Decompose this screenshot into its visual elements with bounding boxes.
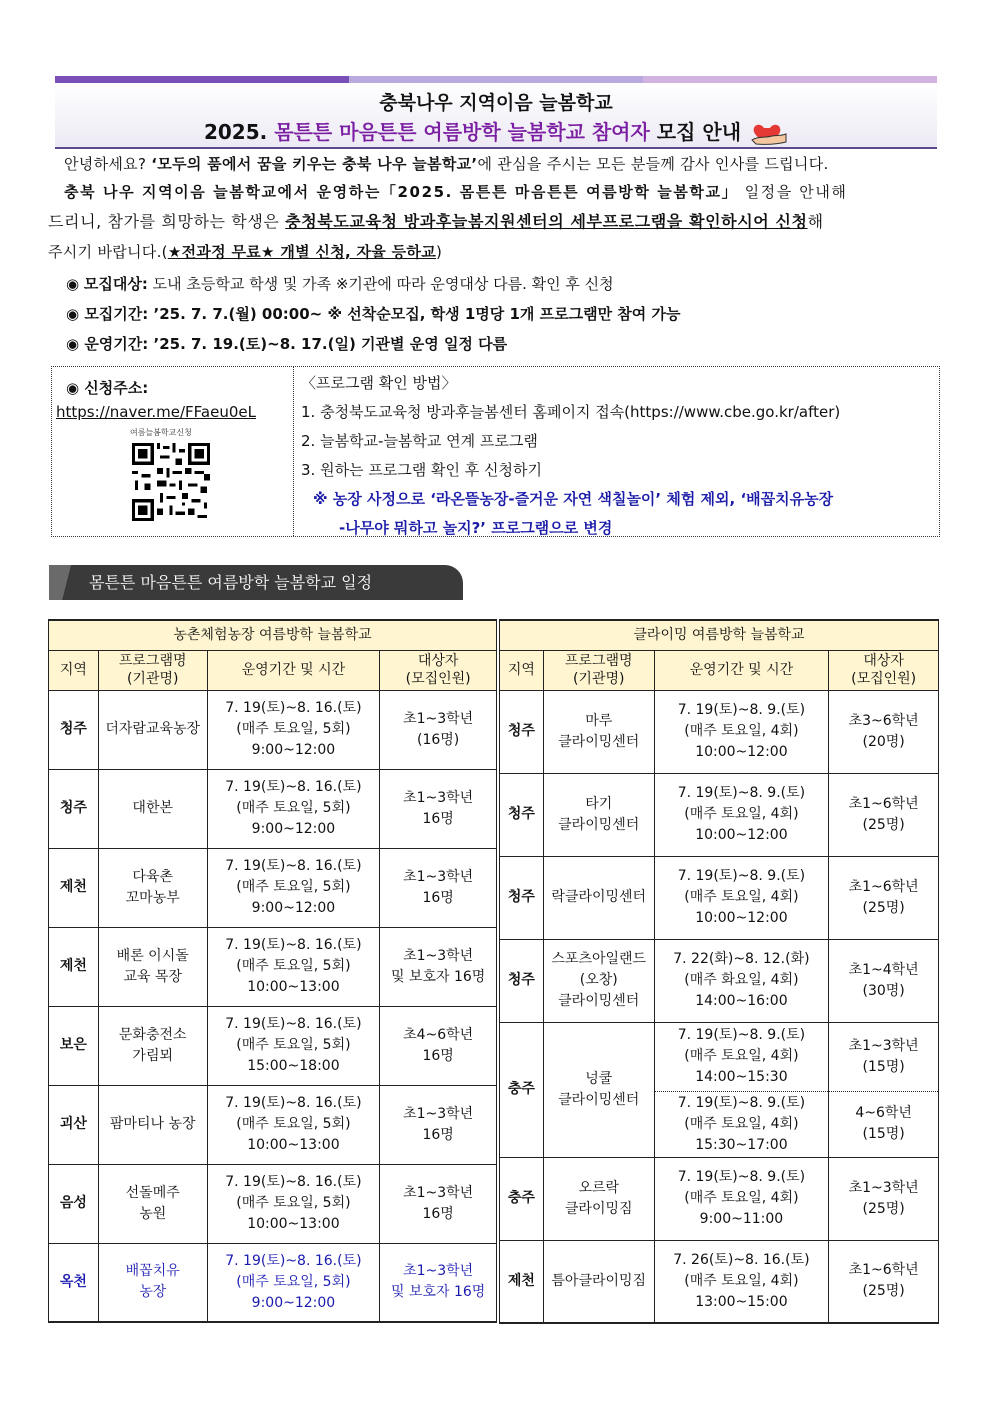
table-row xyxy=(500,1157,939,1240)
intro-free-notice: ★전과정 무료★ 개별 신청, 자율 등하교 xyxy=(167,243,436,261)
cell-target: 초1~3학년 (16명) xyxy=(380,690,497,769)
col-program: 프로그램명 (기관명) xyxy=(98,650,207,690)
cell-target: 초4~6학년 16명 xyxy=(380,1006,497,1085)
cell-name: 다육촌 꼬마농부 xyxy=(98,848,207,927)
farm-schedule-table xyxy=(48,619,497,1323)
program-step: 2. 늘봄학교-늘봄학교 연계 프로그램 xyxy=(301,432,538,450)
table-row xyxy=(49,927,497,1006)
cell-period: 7. 19(토)~8. 16.(토) (매주 토요일, 5회) 10:00~13:00 xyxy=(207,927,380,1006)
bullet-operation: ◉ 운영기간: ’25. 7. 19.(토)~8. 17.(일) 기관별 운영 일정 다름 xyxy=(66,335,508,353)
title-stripes xyxy=(55,76,937,83)
cell-target: 초3~6학년 (20명) xyxy=(829,690,939,773)
cell-name: 더자람교육농장 xyxy=(98,690,207,769)
cell-name: 선돌메주 농원 xyxy=(98,1164,207,1243)
table-row xyxy=(500,856,939,939)
intro-line-4 xyxy=(48,238,948,266)
intro-text: 주시기 바랍니다.( xyxy=(48,243,168,261)
apply-label: ◉ 신청주소: xyxy=(66,379,149,397)
cell-period: 7. 19(토)~8. 9.(토) (매주 토요일, 4회) 10:00~12:00 xyxy=(654,856,829,939)
cell-target: 초1~6학년 (25명) xyxy=(829,856,939,939)
cell-name: 배꼽치유 농장 xyxy=(98,1243,207,1322)
cell-region: 청주 xyxy=(49,769,99,848)
program-check-panel xyxy=(301,369,840,543)
col-period: 운영기간 및 시간 xyxy=(207,650,380,690)
cell-period: 7. 19(토)~8. 16.(토) (매주 토요일, 5회) 9:00~12:00 xyxy=(207,1243,380,1322)
intro-line-2 xyxy=(48,178,948,206)
cell-region: 청주 xyxy=(500,690,544,773)
table-row xyxy=(500,939,939,1022)
intro-text: 일정을 안내해 xyxy=(738,183,848,201)
cell-name: 마루 클라이밍센터 xyxy=(543,690,654,773)
stripe xyxy=(349,76,643,83)
table-row xyxy=(49,769,497,848)
title-banner xyxy=(55,76,937,149)
col-program: 프로그램명 (기관명) xyxy=(543,650,654,690)
cell-period: 7. 19(토)~8. 9.(토) (매주 토요일, 4회) 14:00~15:30 xyxy=(654,1022,829,1091)
cell-period: 7. 19(토)~8. 16.(토) (매주 토요일, 5회) 9:00~12:00 xyxy=(207,848,380,927)
cell-target: 4~6학년 (15명) xyxy=(829,1091,939,1157)
stripe xyxy=(643,76,937,83)
cell-period: 7. 19(토)~8. 9.(토) (매주 토요일, 4회) 10:00~12:00 xyxy=(654,690,829,773)
cell-region: 청주 xyxy=(49,690,99,769)
title-suffix: 모집 안내 xyxy=(656,120,742,144)
cell-region: 충주 xyxy=(500,1022,544,1157)
col-target: 대상자 (모집인원) xyxy=(380,650,497,690)
cell-target: 초1~6학년 (25명) xyxy=(829,1240,939,1323)
cell-name: 스포츠아일랜드 (오창) 클라이밍센터 xyxy=(543,939,654,1022)
table-row xyxy=(49,848,497,927)
cell-target: 초1~3학년 16명 xyxy=(380,769,497,848)
intro-text: 드리니, 참가를 희망하는 학생은 xyxy=(48,212,286,231)
intro-instruction: 충청북도교육청 방과후늘봄지원센터의 세부프로그램을 확인하시어 신청 xyxy=(285,212,808,231)
qr-caption: 여름늘봄학교신청 xyxy=(130,428,192,437)
box-divider xyxy=(293,367,294,536)
cell-target: 초1~3학년 16명 xyxy=(380,1164,497,1243)
bullet-label: 모집기간: xyxy=(84,305,149,323)
cell-period: 7. 26(토)~8. 16.(토) (매주 토요일, 4회) 13:00~15:00 xyxy=(654,1240,829,1323)
cell-target: 초1~3학년 (15명) xyxy=(829,1022,939,1091)
table-row xyxy=(49,1006,497,1085)
intro-program-name: 「2025. 몸튼튼 마음튼튼 여름방학 늘봄학교」 xyxy=(380,183,739,201)
table-row xyxy=(500,1240,939,1323)
bullet-text: 도내 초등학교 학생 및 가족 ※기관에 따라 운영대상 다름. 확인 후 신청 xyxy=(147,275,614,293)
table-row xyxy=(500,773,939,856)
cell-target: 초1~3학년 (25명) xyxy=(829,1157,939,1240)
title-highlight: 몸튼튼 마음튼튼 여름방학 늘봄학교 참여자 xyxy=(274,120,650,144)
cell-name: 배론 이시돌 교육 목장 xyxy=(98,927,207,1006)
cell-name: 문화충전소 가림뫼 xyxy=(98,1006,207,1085)
table-row xyxy=(500,1022,939,1091)
cell-name: 락클라이밍센터 xyxy=(543,856,654,939)
cell-name: 팜마티나 농장 xyxy=(98,1085,207,1164)
bullet-label: 모집대상: xyxy=(83,275,148,293)
cell-target: 초1~3학년 16명 xyxy=(380,1085,497,1164)
apply-url-link[interactable]: https://naver.me/FFaeu0eL xyxy=(56,403,256,421)
col-region: 지역 xyxy=(49,650,99,690)
heart-hand-icon xyxy=(748,122,788,146)
program-step: 1. 충청북도교육청 방과후늘봄센터 홈페이지 접속(https://www.cbe.go.kr/after) xyxy=(301,403,841,421)
cell-region: 옥천 xyxy=(49,1243,99,1322)
apply-info-box xyxy=(51,366,940,537)
bullet-text: ’25. 7. 7.(월) 00:00~ ※ 선착순모집, 학생 1명당 1개 프로그램만 참여 가능 xyxy=(148,305,681,323)
qr-code-icon[interactable] xyxy=(132,443,210,521)
cell-period: 7. 19(토)~8. 16.(토) (매주 토요일, 5회) 9:00~12:00 xyxy=(207,690,380,769)
stripe xyxy=(55,76,349,83)
intro-line-3 xyxy=(48,208,948,236)
col-period: 운영기간 및 시간 xyxy=(654,650,829,690)
intro-text: 에 관심을 주시는 모든 분들께 감사 인사를 드립니다. xyxy=(477,155,829,173)
title-line-2 xyxy=(55,116,937,146)
cell-period: 7. 19(토)~8. 16.(토) (매주 토요일, 5회) 10:00~13:00 xyxy=(207,1164,380,1243)
section-title: 몸튼튼 마음튼튼 여름방학 늘봄학교 일정 xyxy=(49,565,463,600)
cell-region: 괴산 xyxy=(49,1085,99,1164)
climbing-table-title: 클라이밍 여름방학 늘봄학교 xyxy=(500,620,939,650)
cell-region: 음성 xyxy=(49,1164,99,1243)
cell-region: 충주 xyxy=(500,1157,544,1240)
cell-period: 7. 19(토)~8. 9.(토) (매주 토요일, 4회) 9:00~11:00 xyxy=(654,1157,829,1240)
title-line-1: 충북나우 지역이음 늘봄학교 xyxy=(379,92,613,114)
cell-name: 넝쿨 클라이밍센터 xyxy=(543,1022,654,1157)
cell-name: 대한본 xyxy=(98,769,207,848)
intro-text: 해 xyxy=(807,212,824,231)
cell-period: 7. 19(토)~8. 16.(토) (매주 토요일, 5회) 9:00~12:00 xyxy=(207,769,380,848)
cell-region: 제천 xyxy=(49,848,99,927)
cell-region: 청주 xyxy=(500,939,544,1022)
bullet-label: 운영기간: xyxy=(84,335,149,353)
col-target: 대상자 (모집인원) xyxy=(829,650,939,690)
cell-region: 제천 xyxy=(500,1240,544,1323)
cell-target: 초1~3학년 16명 xyxy=(380,848,497,927)
cell-name: 타기 클라이밍센터 xyxy=(543,773,654,856)
table-row xyxy=(49,1164,497,1243)
cell-period: 7. 19(토)~8. 16.(토) (매주 토요일, 5회) 15:00~18:00 xyxy=(207,1006,380,1085)
bullet-text: ’25. 7. 19.(토)~8. 17.(일) 기관별 운영 일정 다름 xyxy=(148,335,508,353)
cell-region: 제천 xyxy=(49,927,99,1006)
program-check-title: 〈프로그램 확인 방법〉 xyxy=(301,374,457,392)
program-notice-line-1: ※ 농장 사정으로 ‘라온뜰농장-즐거운 자연 색칠놀이’ 체험 제외, ‘배꼽치유농장 xyxy=(313,490,834,508)
cell-target: 초1~3학년 및 보호자 16명 xyxy=(380,927,497,1006)
program-step: 3. 원하는 프로그램 확인 후 신청하기 xyxy=(301,461,543,479)
intro-text: ) xyxy=(436,243,443,261)
bullet-period: ◉ 모집기간: ’25. 7. 7.(월) 00:00~ ※ 선착순모집, 학생 1명당 1개 프로그램만 참여 가능 xyxy=(66,305,681,323)
cell-target: 초1~3학년 및 보호자 16명 xyxy=(380,1243,497,1322)
bullet-target: ◉ 모집대상: 도내 초등학교 학생 및 가족 ※기관에 따라 운영대상 다름. 확인 후 신청 xyxy=(66,275,614,293)
farm-table-title: 농촌체험농장 여름방학 늘봄학교 xyxy=(49,620,497,650)
table-row xyxy=(500,690,939,773)
cell-period: 7. 22(화)~8. 12.(화) (매주 화요일, 4회) 14:00~16:00 xyxy=(654,939,829,1022)
title-year: 2025. xyxy=(203,120,268,144)
cell-period: 7. 19(토)~8. 9.(토) (매주 토요일, 4회) 15:30~17:00 xyxy=(654,1091,829,1157)
cell-period: 7. 19(토)~8. 9.(토) (매주 토요일, 4회) 10:00~12:00 xyxy=(654,773,829,856)
intro-line-1 xyxy=(48,150,948,178)
cell-name: 틈아클라이밍짐 xyxy=(543,1240,654,1323)
intro-text: 충북 나우 지역이음 늘봄학교에서 운영하는 xyxy=(64,183,381,201)
intro-text: 안녕하세요? xyxy=(64,155,152,173)
col-region: 지역 xyxy=(500,650,544,690)
cell-region: 청주 xyxy=(500,856,544,939)
cell-target: 초1~6학년 (25명) xyxy=(829,773,939,856)
cell-region: 보은 xyxy=(49,1006,99,1085)
table-row xyxy=(49,1085,497,1164)
climbing-schedule-table xyxy=(499,619,939,1324)
cell-target: 초1~4학년 (30명) xyxy=(829,939,939,1022)
table-row xyxy=(49,1243,497,1322)
table-row xyxy=(49,690,497,769)
cell-region: 청주 xyxy=(500,773,544,856)
intro-slogan: ‘모두의 품에서 꿈을 키우는 충북 나우 늘봄학교’ xyxy=(151,155,478,173)
program-notice-line-2: -나무야 뭐하고 놀지?’ 프로그램으로 변경 xyxy=(339,519,613,537)
cell-period: 7. 19(토)~8. 16.(토) (매주 토요일, 5회) 10:00~13:00 xyxy=(207,1085,380,1164)
cell-name: 오르락 클라이밍짐 xyxy=(543,1157,654,1240)
